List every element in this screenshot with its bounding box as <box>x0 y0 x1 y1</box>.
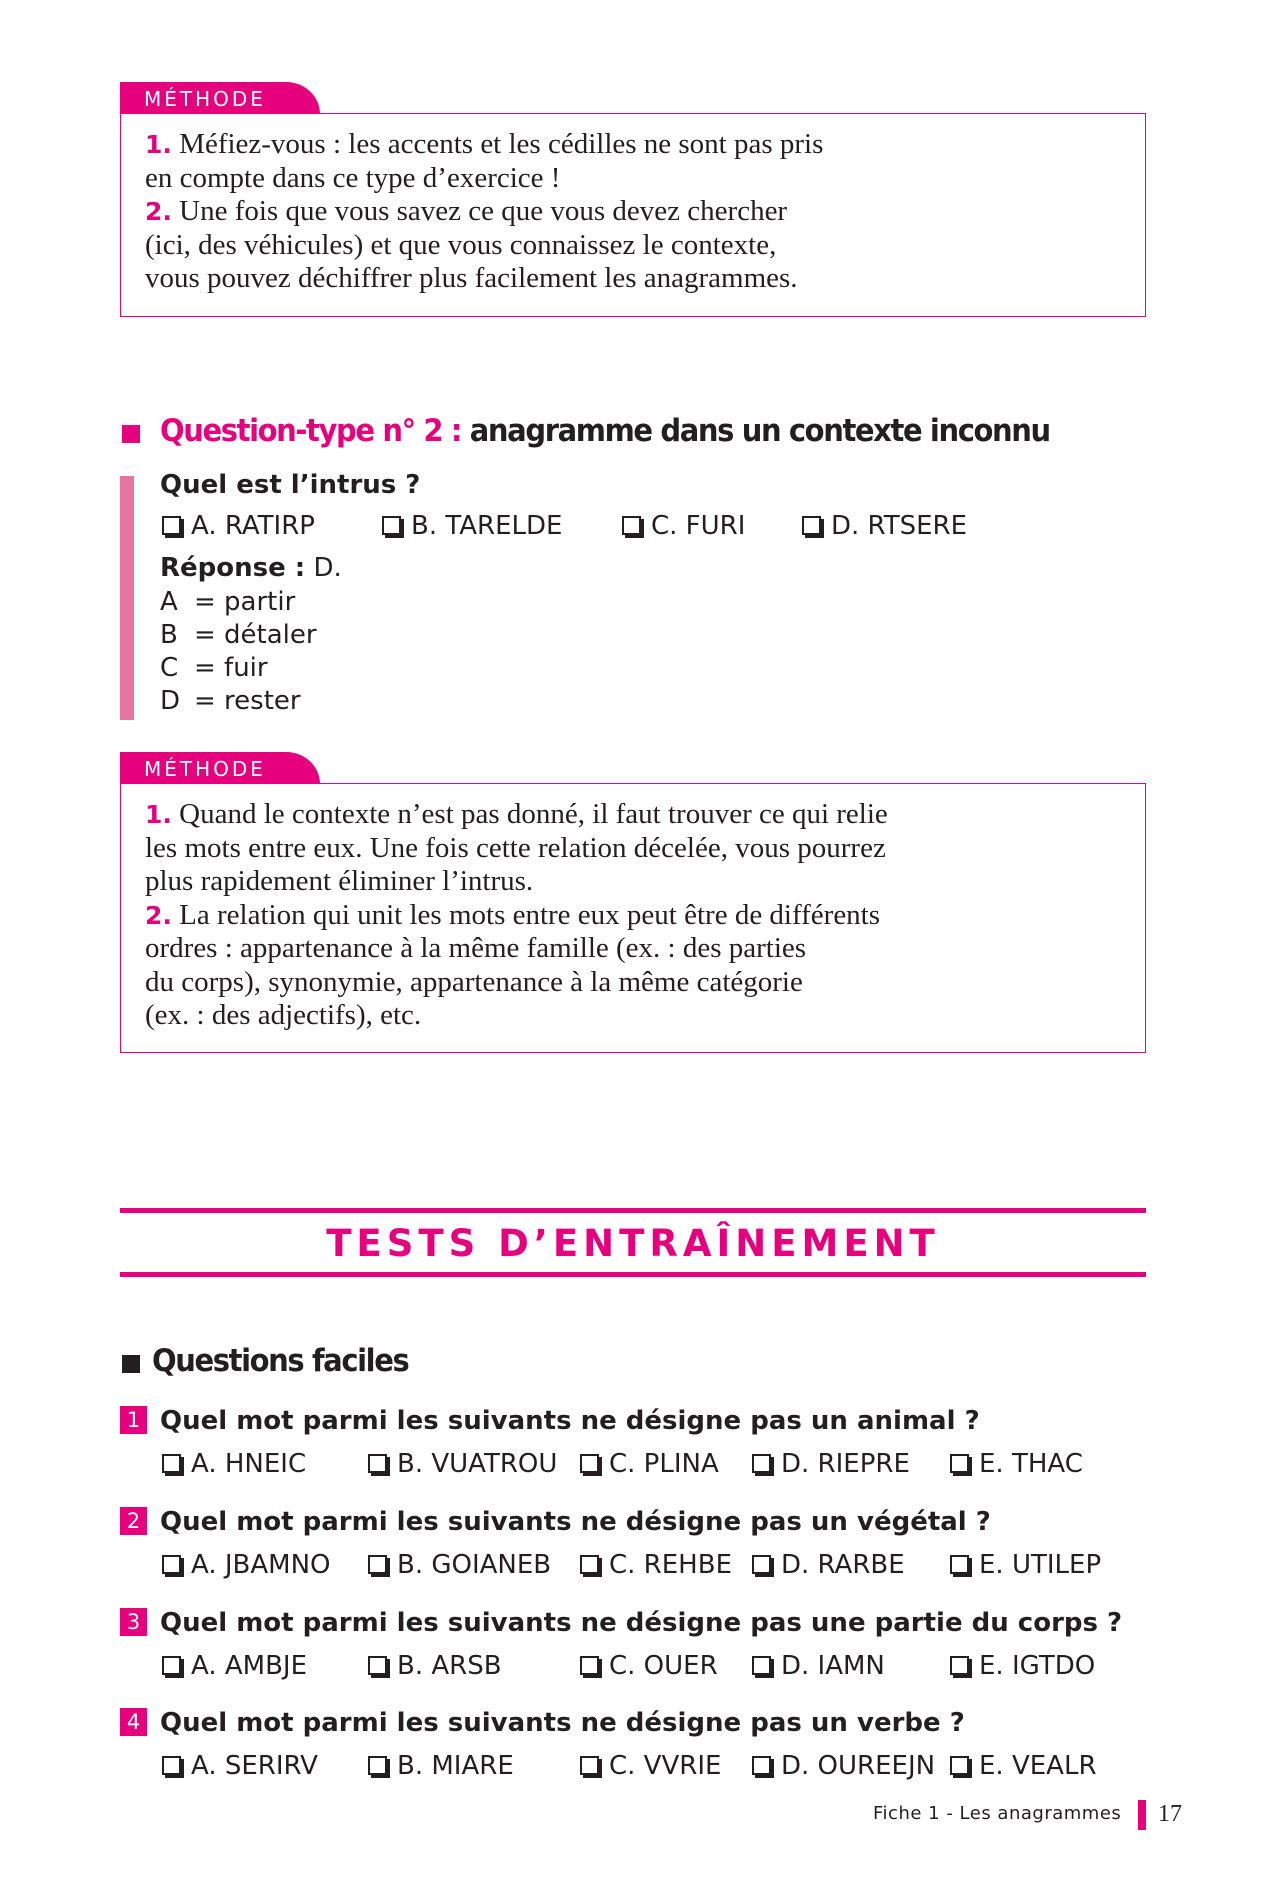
checkbox-icon[interactable] <box>802 516 821 535</box>
item-line: du corps), synonymie, appartenance à la même catégorie <box>145 965 803 998</box>
question-text: Quel mot parmi les suivants ne désigne pas un végétal ? <box>160 1507 991 1537</box>
checkbox-icon[interactable] <box>162 1555 181 1574</box>
option: B. TARELDE <box>382 511 562 541</box>
checkbox-icon[interactable] <box>382 516 401 535</box>
methode-item <box>145 899 1121 1033</box>
solution-line: A = partir <box>160 587 296 617</box>
option: C. VVRIE <box>580 1751 721 1781</box>
checkbox-icon[interactable] <box>368 1656 387 1675</box>
question-type-heading <box>160 412 1050 449</box>
option: D. IAMN <box>752 1651 885 1681</box>
methode-item <box>145 128 1121 195</box>
checkbox-icon[interactable] <box>950 1756 969 1775</box>
checkbox-icon[interactable] <box>622 516 641 535</box>
question-text: Quel mot parmi les suivants ne désigne pas un animal ? <box>160 1406 980 1436</box>
item-number: 2. <box>145 900 172 930</box>
checkbox-icon[interactable] <box>752 1454 771 1473</box>
question-text: Quel mot parmi les suivants ne désigne pas une partie du corps ? <box>160 1608 1123 1638</box>
question-number: 3 <box>120 1608 147 1636</box>
answer-label: Réponse : <box>160 553 306 583</box>
option: A. HNEIC <box>162 1449 306 1479</box>
answer-value: D. <box>313 553 342 583</box>
item-line: vous pouvez déchiffrer plus facilement les anagrammes. <box>145 262 798 294</box>
checkbox-icon[interactable] <box>580 1656 599 1675</box>
example-side-bar <box>120 476 134 720</box>
option: A. AMBJE <box>162 1651 307 1681</box>
checkbox-icon[interactable] <box>368 1454 387 1473</box>
option: C. OUER <box>580 1651 718 1681</box>
option: B. GOIANEB <box>368 1550 551 1580</box>
checkbox-icon[interactable] <box>580 1454 599 1473</box>
option: B. ARSB <box>368 1651 502 1681</box>
item-line: Quand le contexte n’est pas donné, il faut trouver ce qui relie <box>179 798 888 830</box>
methode-tab: MÉTHODE <box>120 82 320 114</box>
solution-line: D = rester <box>160 686 301 716</box>
banner-title: TESTS D’ENTRAÎNEMENT <box>326 1222 940 1265</box>
methode-tab: MÉTHODE <box>120 752 320 784</box>
bullet-square <box>122 1355 140 1373</box>
page-number: 17 <box>1158 1801 1182 1827</box>
option: C. PLINA <box>580 1449 719 1479</box>
option: E. VEALR <box>950 1751 1097 1781</box>
item-number: 1. <box>145 800 172 829</box>
checkbox-icon[interactable] <box>162 516 181 535</box>
option: D. RIEPRE <box>752 1449 910 1479</box>
option: E. UTILEP <box>950 1550 1101 1580</box>
question-type-title: anagramme dans un contexte inconnu <box>469 412 1050 449</box>
checkbox-icon[interactable] <box>752 1756 771 1775</box>
methode-box <box>120 783 1146 1053</box>
question-text: Quel mot parmi les suivants ne désigne pas un verbe ? <box>160 1708 965 1738</box>
methode-item <box>145 798 1121 899</box>
item-line: les mots entre eux. Une fois cette relation décelée, vous pourrez <box>145 831 886 864</box>
item-line: ordres : appartenance à la même famille (ex. : des parties <box>145 932 807 964</box>
checkbox-icon[interactable] <box>950 1454 969 1473</box>
checkbox-icon[interactable] <box>162 1756 181 1775</box>
option: B. MIARE <box>368 1751 514 1781</box>
item-line: plus rapidement éliminer l’intrus. <box>145 865 534 897</box>
question-number: 4 <box>120 1708 147 1736</box>
methode-box <box>120 113 1146 317</box>
option: A. RATIRP <box>162 511 315 541</box>
item-line: Méfiez-vous : les accents et les cédilles ne sont pas pris <box>179 128 824 160</box>
option: A. SERIRV <box>162 1751 318 1781</box>
section-title: Questions faciles <box>152 1342 409 1379</box>
footer-label: Fiche 1 - Les anagrammes <box>873 1803 1122 1824</box>
answer <box>160 553 342 583</box>
methode-item <box>145 195 1121 296</box>
checkbox-icon[interactable] <box>950 1555 969 1574</box>
solution-line: C = fuir <box>160 653 268 683</box>
item-number: 1. <box>145 130 172 159</box>
checkbox-icon[interactable] <box>950 1656 969 1675</box>
checkbox-icon[interactable] <box>752 1656 771 1675</box>
question-number: 2 <box>120 1507 147 1535</box>
question-type-label: Question-type n° 2 : <box>160 412 462 449</box>
checkbox-icon[interactable] <box>580 1756 599 1775</box>
option: A. JBAMNO <box>162 1550 331 1580</box>
item-line: La relation qui unit les mots entre eux peut être de différents <box>179 898 881 931</box>
banner-rule-bottom <box>120 1272 1146 1277</box>
solution-line: B = détaler <box>160 620 317 650</box>
option: C. REHBE <box>580 1550 732 1580</box>
option: D. RARBE <box>752 1550 905 1580</box>
banner-rule-top <box>120 1208 1146 1213</box>
item-line: en compte dans ce type d’exercice ! <box>145 161 561 194</box>
item-number: 2. <box>145 197 172 226</box>
example-prompt: Quel est l’intrus ? <box>160 470 421 500</box>
footer-bar <box>1138 1800 1146 1830</box>
checkbox-icon[interactable] <box>162 1656 181 1675</box>
checkbox-icon[interactable] <box>368 1756 387 1775</box>
question-number: 1 <box>120 1406 147 1434</box>
item-line: Une fois que vous savez ce que vous devez chercher <box>179 195 788 227</box>
option: D. RTSERE <box>802 511 967 541</box>
bullet-square <box>122 425 140 443</box>
option: E. IGTDO <box>950 1651 1095 1681</box>
checkbox-icon[interactable] <box>580 1555 599 1574</box>
item-line: (ici, des véhicules) et que vous connaissez le contexte, <box>145 228 777 261</box>
option: B. VUATROU <box>368 1449 557 1479</box>
option: D. OUREEJN <box>752 1751 935 1781</box>
item-line: (ex. : des adjectifs), etc. <box>145 999 422 1031</box>
checkbox-icon[interactable] <box>162 1454 181 1473</box>
checkbox-icon[interactable] <box>368 1555 387 1574</box>
option: E. THAC <box>950 1449 1083 1479</box>
option: C. FURI <box>622 511 745 541</box>
checkbox-icon[interactable] <box>752 1555 771 1574</box>
